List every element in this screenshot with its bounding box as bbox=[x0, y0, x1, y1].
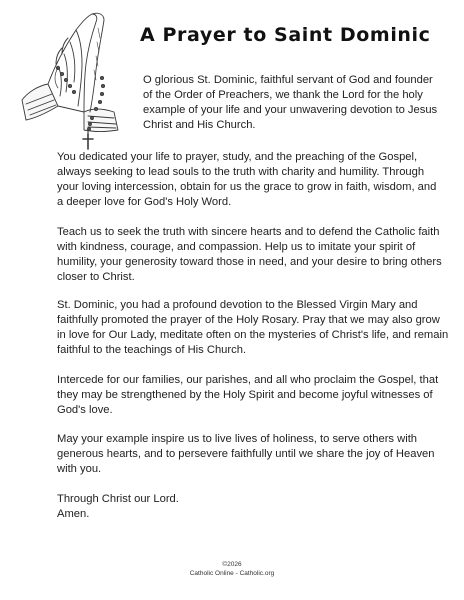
page-title: A Prayer to Saint Dominic bbox=[140, 24, 431, 46]
closing-block bbox=[57, 492, 179, 522]
footer-source: Catholic Online - Catholic.org bbox=[189, 570, 275, 577]
closing-line-1: Through Christ our Lord. bbox=[57, 493, 179, 505]
praying-hands-rosary-icon bbox=[18, 8, 136, 150]
footer bbox=[0, 560, 464, 578]
prayer-paragraph-6: May your example inspire us to live lives of holiness, to serve others with generous hearts, and to persevere faithfully until we share the joy of Heaven with you. bbox=[57, 433, 435, 475]
prayer-paragraph-2: You dedicated your life to prayer, study, and the preaching of the Gospel, always seeking to lead souls to the truth with charity and humility. Through your loving intercession, obtain for us the grace to grow in faith, wisdom, and a deeper love for God's Holy Word. bbox=[57, 151, 437, 208]
prayer-paragraph-4: St. Dominic, you had a profound devotion to the Blessed Virgin Mary and faithfully promoted the prayer of the Holy Rosary. Pray that we may also grow in love for Our Lady, meditate often on the mysteries of Christ's life, and remain faithful to the teachings of His Church. bbox=[57, 299, 449, 356]
closing-line-2: Amen. bbox=[57, 508, 90, 520]
prayer-paragraph-3: Teach us to seek the truth with sincere hearts and to defend the Catholic faith with kindness, courage, and compassion. Help us to imitate your spirit of humility, your generosity toward those in need, and your desire to bring others closer to Christ. bbox=[57, 226, 442, 283]
footer-copyright: ©2026 bbox=[222, 561, 242, 568]
prayer-paragraph-1: O glorious St. Dominic, faithful servant of God and founder of the Order of Preachers, we thank the Lord for the holy example of your life and your unwavering devotion to Jesus Christ and His Church. bbox=[143, 74, 438, 131]
prayer-paragraph-5: Intercede for our families, our parishes, and all who proclaim the Gospel, that they may be strengthened by the Holy Spirit and become joyful witnesses of God's love. bbox=[57, 374, 439, 416]
